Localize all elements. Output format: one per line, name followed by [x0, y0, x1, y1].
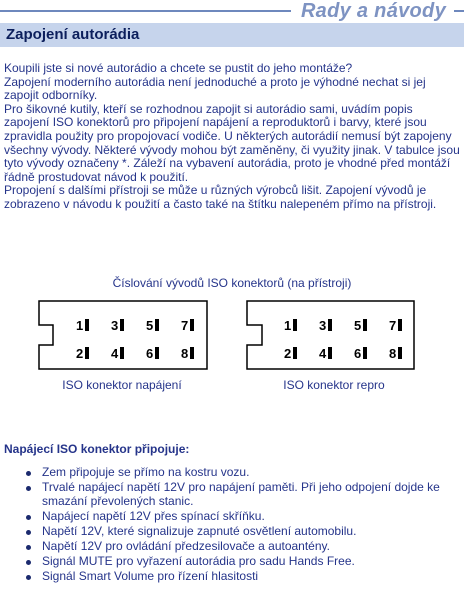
intro-text: [4, 62, 460, 212]
pin-3: 3: [111, 318, 124, 333]
connector-label: ISO konektor napájení: [62, 378, 182, 392]
page-title: Zapojení autorádia: [6, 26, 140, 43]
list-item: Signál MUTE pro vyřazení autorádia pro sadu Hands Free.: [42, 555, 452, 569]
pin-6: 6: [354, 346, 367, 361]
list-item: Signál Smart Volume pro řízení hlasitosti: [42, 570, 452, 584]
pin-3: 3: [319, 318, 332, 333]
list-item: Napětí 12V pro ovládání předzesilovače a autoantény.: [42, 540, 452, 554]
pin-4: 4: [319, 346, 332, 361]
intro-paragraph: Pro šikovné kutily, kteří se rozhodnou zapojit si autorádio sami, uvádím popis zapojení ISO konektorů pro připojení napájení a reproduktorů i barvy, které jsou zpravidla použity pro propojovací vodiče. U některých autorádií nemusí být zapojeny všechny vývody. Některé vývody mohou být zaměněny, či využity jinak. V tabulce jsou tyto vývody označeny *. Záleží na vybavení autorádia, proto je vhodné před montáží řádně prostudovat návod k použití.: [4, 101, 460, 184]
pin-1: 1: [76, 318, 89, 333]
list-item: Zem připojuje se přímo na kostru vozu.: [42, 466, 452, 480]
connector-outline: [246, 300, 446, 370]
intro-paragraph: Zapojení moderního autorádia není jednoduché a proto je výhodné nechat si jej zapojit odborníky.: [4, 74, 426, 103]
list-item: Trvalé napájecí napětí 12V pro napájení paměti. Při jeho odpojení dojde ke smazání převolených stanic.: [42, 481, 452, 508]
connector-outline: [38, 300, 238, 370]
intro-paragraph: Propojení s dalšími přístroji se může u různých výrobců lišit. Zapojení vývodů je zobrazeno v návodu k použití a často také na štítku nalepeném přímo na přístroji.: [4, 183, 437, 211]
power-connector-list: [0, 466, 452, 585]
page-banner: [0, 0, 464, 22]
pin-8: 8: [389, 346, 402, 361]
pin-1: 1: [284, 318, 297, 333]
intro-paragraph: Koupili jste si nové autorádio a chcete se pustit do jeho montáže?: [4, 61, 353, 75]
pin-8: 8: [181, 346, 194, 361]
pin-7: 7: [389, 318, 402, 333]
pin-2: 2: [284, 346, 297, 361]
pin-5: 5: [146, 318, 159, 333]
connector-label: ISO konektor repro: [283, 378, 385, 392]
banner-title: Rady a návody: [291, 0, 454, 22]
iso-speaker-connector-diagram: [246, 300, 446, 370]
pin-2: 2: [76, 346, 89, 361]
section-heading-bar: [0, 23, 464, 47]
pin-7: 7: [181, 318, 194, 333]
pin-4: 4: [111, 346, 124, 361]
pin-6: 6: [146, 346, 159, 361]
power-connector-heading: Napájecí ISO konektor připojuje:: [4, 442, 190, 456]
pin-5: 5: [354, 318, 367, 333]
iso-power-connector-diagram: [38, 300, 238, 370]
list-item: Napájecí napětí 12V přes spínací skříňku.: [42, 510, 452, 524]
diagram-title: Číslování vývodů ISO konektorů (na přístroji): [112, 276, 352, 290]
list-item: Napětí 12V, které signalizuje zapnuté osvětlení automobilu.: [42, 525, 452, 539]
